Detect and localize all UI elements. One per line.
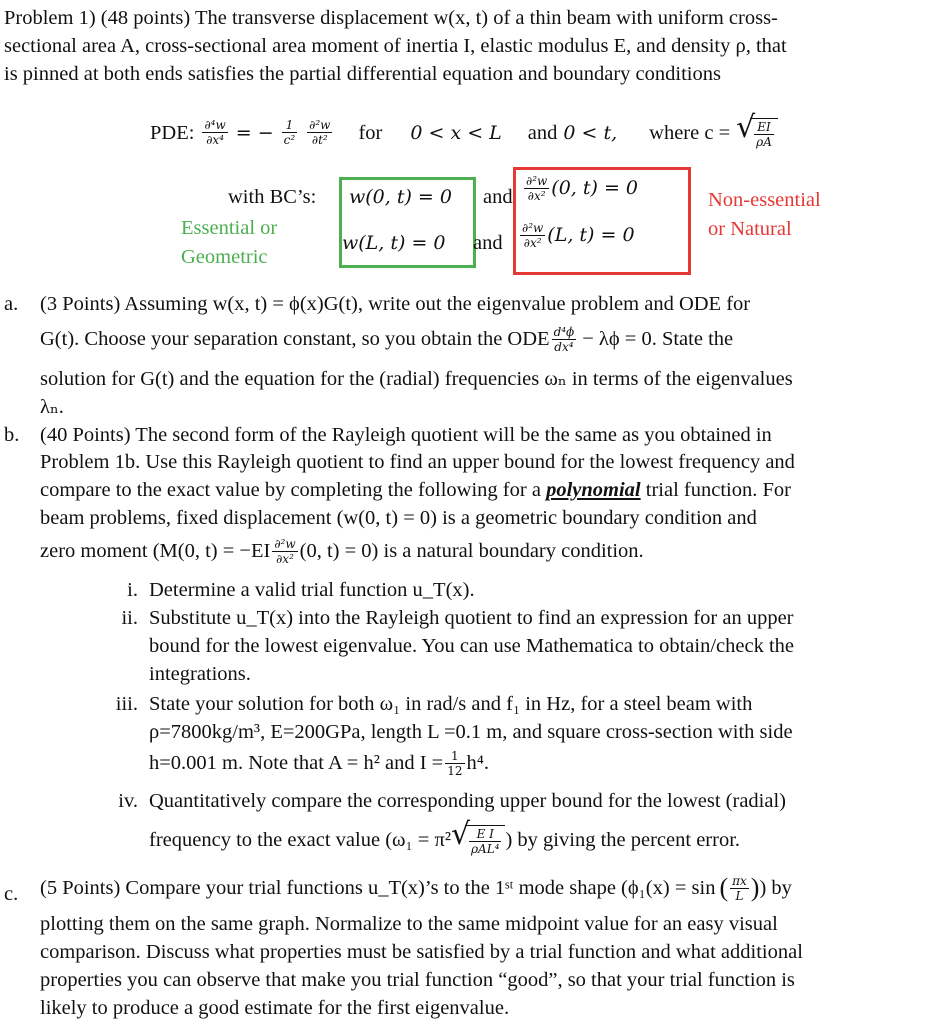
pde-and: and: [527, 121, 558, 144]
part-b-marker: b.: [4, 424, 20, 446]
item-i-text: Determine a valid trial function u_T(x).: [149, 579, 475, 601]
item-ii-text-3: integrations.: [149, 663, 251, 685]
part-b-line-2: Problem 1b. Use this Rayleigh quotient to find an upper bound for the lowest frequency and: [40, 451, 795, 473]
part-a-line-1: (3 Points) Assuming w(x, t) = ϕ(x)G(t), write out the eigenvalue problem and ODE for: [40, 293, 751, 315]
item-iii-text-1: State your solution for both ω₁ in rad/s and f₁ in Hz, for a steel beam with: [149, 693, 753, 715]
pde-domain: 0 < x < L: [410, 121, 502, 144]
item-iii-text-3: h=0.001 m. Note that A = h² and I = $\frac{1}{12}$ h⁴.: [149, 748, 490, 778]
bc-with-label: with BC’s:: [228, 186, 317, 208]
bc-and-2: and: [473, 232, 503, 254]
item-ii-text-1: Substitute u_T(x) into the Rayleigh quotient to find an expression for an upper: [149, 607, 794, 629]
item-iv-marker: iv.: [118, 790, 138, 812]
pde-for: for: [358, 121, 383, 144]
part-b-line-1: (40 Points) The second form of the Rayleigh quotient will be the same as you obtained in: [40, 424, 772, 446]
essential-label-1: Essential or: [181, 217, 278, 239]
intro-line-1: Problem 1) (48 points) The transverse displacement w(x, t) of a thin beam with uniform cross-: [4, 7, 778, 29]
pde-label: PDE:: [150, 121, 195, 144]
pde-time: 0 < t,: [563, 121, 618, 144]
bc-and-1: and: [483, 186, 513, 208]
pde-equation: [150, 118, 778, 148]
polynomial-emphasis: polynomial: [546, 479, 641, 501]
part-c-line-2: plotting them on the same graph. Normalize to the same midpoint value for an easy visual: [40, 913, 778, 935]
pde-rhs: $\frac{\text{∂²w}}{\text{∂t²}}$: [309, 118, 331, 148]
intro-line-2: sectional area A, cross-sectional area moment of inertia I, elastic modulus E, and density ρ, that: [4, 35, 787, 57]
part-c-marker: c.: [4, 883, 19, 905]
wave-speed-sqrt: √ $\frac{EI}{\rho A}$: [736, 118, 778, 148]
bc-moment-L: $\frac{\text{∂²w}}{\text{∂x²}}$ (L, t) = 0: [522, 220, 635, 250]
part-c-line-3: comparison. Discuss what properties must be satisfied by a trial function and what additional: [40, 941, 803, 963]
part-c-line-1: (5 Points) Compare your trial functions u_T(x)’s to the 1ˢᵗ mode shape (ϕ₁(x) = sin ( $\frac{\pi x}{L}$ ) ) by: [40, 873, 792, 903]
part-c-line-4: properties you can observe that make you trial function “good”, so that your trial function is: [40, 969, 795, 991]
item-iv-text-1: Quantitatively compare the corresponding upper bound for the lowest (radial): [149, 790, 787, 812]
item-iv-text-2: frequency to the exact value (ω₁ = π² √ $\frac{\text{E I}}{\text{ρAL⁴}}$ ) by giving the percent error.: [149, 825, 740, 855]
item-iii-text-2: ρ=7800kg/m³, E=200GPa, length L =0.1 m, and square cross-section with side: [149, 721, 793, 743]
pde-equals: = −: [235, 121, 274, 144]
part-c-line-5: likely to produce a good estimate for the first eigenvalue.: [40, 997, 510, 1019]
part-b-line-3: compare to the exact value by completing the following for a polynomial trial function. For: [40, 479, 791, 501]
part-b-line-5: zero moment (M(0, t) = −EI $\frac{\text{∂²w}}{\text{∂x²}}$ (0, t) = 0) is a natural boundary condition.: [40, 536, 644, 566]
pde-coef: $\frac{1}{\text{c²}}$: [283, 118, 296, 148]
pde-where: where c =: [649, 121, 731, 144]
part-a-line-4: λₙ.: [40, 396, 64, 418]
item-ii-text-2: bound for the lowest eigenvalue. You can use Mathematica to obtain/check the: [149, 635, 794, 657]
part-a-marker: a.: [4, 293, 19, 315]
natural-label-1: Non-essential: [708, 189, 821, 211]
bc-wL: w(L, t) = 0: [342, 232, 446, 254]
item-i-marker: i.: [127, 579, 138, 601]
intro-line-3: is pinned at both ends satisfies the partial differential equation and boundary conditions: [4, 63, 721, 85]
pde-lhs: $\frac{\text{∂⁴w}}{\text{∂x⁴}}$: [204, 118, 226, 148]
part-b-line-4: beam problems, fixed displacement (w(0, t) = 0) is a geometric boundary condition and: [40, 507, 757, 529]
essential-label-2: Geometric: [181, 246, 268, 268]
part-a-line-3: solution for G(t) and the equation for the (radial) frequencies ωₙ in terms of the eigenvalues: [40, 368, 793, 390]
part-a-line-2: G(t). Choose your separation constant, so you obtain the ODE $\frac{\text{d⁴ϕ}}{\text{dx⁴}}$ − λϕ = 0. State the: [40, 324, 734, 354]
bc-moment-0: $\frac{\text{∂²w}}{\text{∂x²}}$ (0, t) = 0: [526, 173, 639, 203]
item-ii-marker: ii.: [121, 607, 138, 629]
item-iii-marker: iii.: [115, 693, 138, 715]
bc-w0: w(0, t) = 0: [349, 186, 452, 208]
natural-label-2: or Natural: [708, 218, 792, 240]
